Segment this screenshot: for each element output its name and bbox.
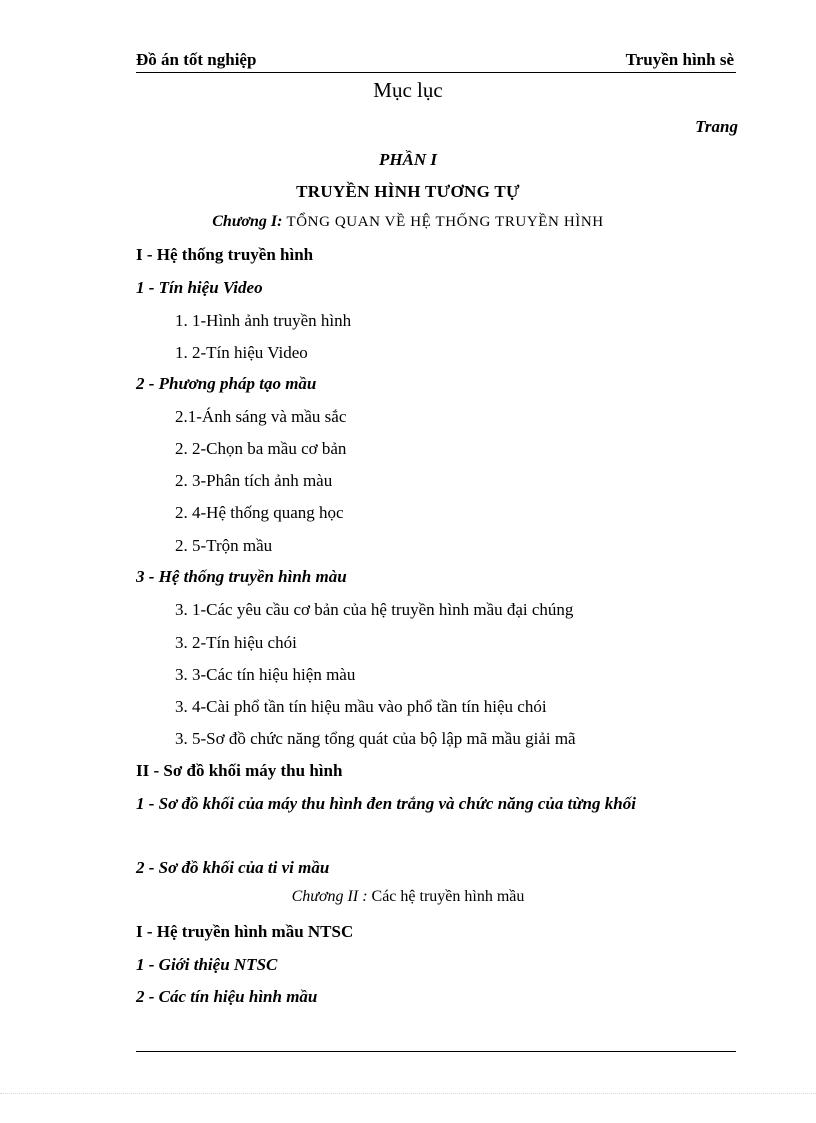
chapter-1-heading <box>0 213 816 231</box>
chapter-2-heading <box>0 888 816 906</box>
toc-subsection-3-1[interactable]: 1 - Giới thiệu NTSC <box>136 955 278 974</box>
page-edge <box>0 1093 816 1094</box>
footer-rule <box>136 1051 736 1052</box>
toc-item[interactable]: 2. 4-Hệ thống quang học <box>175 503 344 522</box>
toc-item[interactable]: 2. 5-Trộn mầu <box>175 536 273 555</box>
page-column-label: Trang <box>695 117 738 136</box>
toc-item[interactable]: 1. 2-Tín hiệu Video <box>175 343 308 362</box>
page-header <box>136 50 736 73</box>
toc-item[interactable]: 3. 5-Sơ đồ chức năng tổng quát của bộ lập mã mầu giải mã <box>175 729 576 748</box>
part-title: TRUYỀN HÌNH TƯƠNG TỰ <box>296 182 520 201</box>
toc-subsection-1-1[interactable]: 1 - Tín hiệu Video <box>136 278 263 297</box>
chapter-2-label: Chương II : <box>291 888 368 905</box>
toc-subsection-1-2[interactable]: 2 - Phương pháp tạo mầu <box>136 374 317 393</box>
header-right: Truyền hình sè <box>625 50 734 69</box>
chapter-2-title: Các hệ truyền hình mầu <box>371 888 525 905</box>
toc-subsection-1-3[interactable]: 3 - Hệ thống truyền hình màu <box>136 567 347 586</box>
toc-item[interactable]: 1. 1-Hình ảnh truyền hình <box>175 311 352 330</box>
toc-subsection-2-1[interactable]: 1 - Sơ đồ khối của máy thu hình đen trắng và chức năng của từng khối <box>136 794 636 813</box>
toc-item[interactable]: 2.1-Ánh sáng và mầu sắc <box>175 407 347 426</box>
toc-subsection-3-2[interactable]: 2 - Các tín hiệu hình mầu <box>136 987 318 1006</box>
toc-item[interactable]: 2. 3-Phân tích ảnh màu <box>175 471 333 490</box>
toc-item[interactable]: 2. 2-Chọn ba mầu cơ bản <box>175 439 347 458</box>
part-label: PHẦN I <box>378 150 438 169</box>
toc-section-2[interactable]: II - Sơ đồ khối máy thu hình <box>136 761 343 780</box>
chapter-1-label: Chương I: <box>212 213 283 230</box>
page-title: Mục lục <box>373 78 443 102</box>
toc-section-1[interactable]: I - Hệ thống truyền hình <box>136 245 314 264</box>
toc-item[interactable]: 3. 4-Cài phổ tần tín hiệu mầu vào phổ tần tín hiệu chói <box>175 697 547 716</box>
toc-item[interactable]: 3. 3-Các tín hiệu hiện màu <box>175 665 356 684</box>
chapter-1-title: TỔNG QUAN VỀ HỆ THỐNG TRUYỀN HÌNH <box>286 214 604 230</box>
toc-subsection-2-2[interactable]: 2 - Sơ đồ khối của ti vi mầu <box>136 858 330 877</box>
header-left: Đồ án tốt nghiệp <box>136 50 257 69</box>
toc-item[interactable]: 3. 1-Các yêu cầu cơ bản của hệ truyền hình mầu đại chúng <box>175 600 574 619</box>
toc-section-3[interactable]: I - Hệ truyền hình mầu NTSC <box>136 922 354 941</box>
toc-item[interactable]: 3. 2-Tín hiệu chói <box>175 633 297 652</box>
